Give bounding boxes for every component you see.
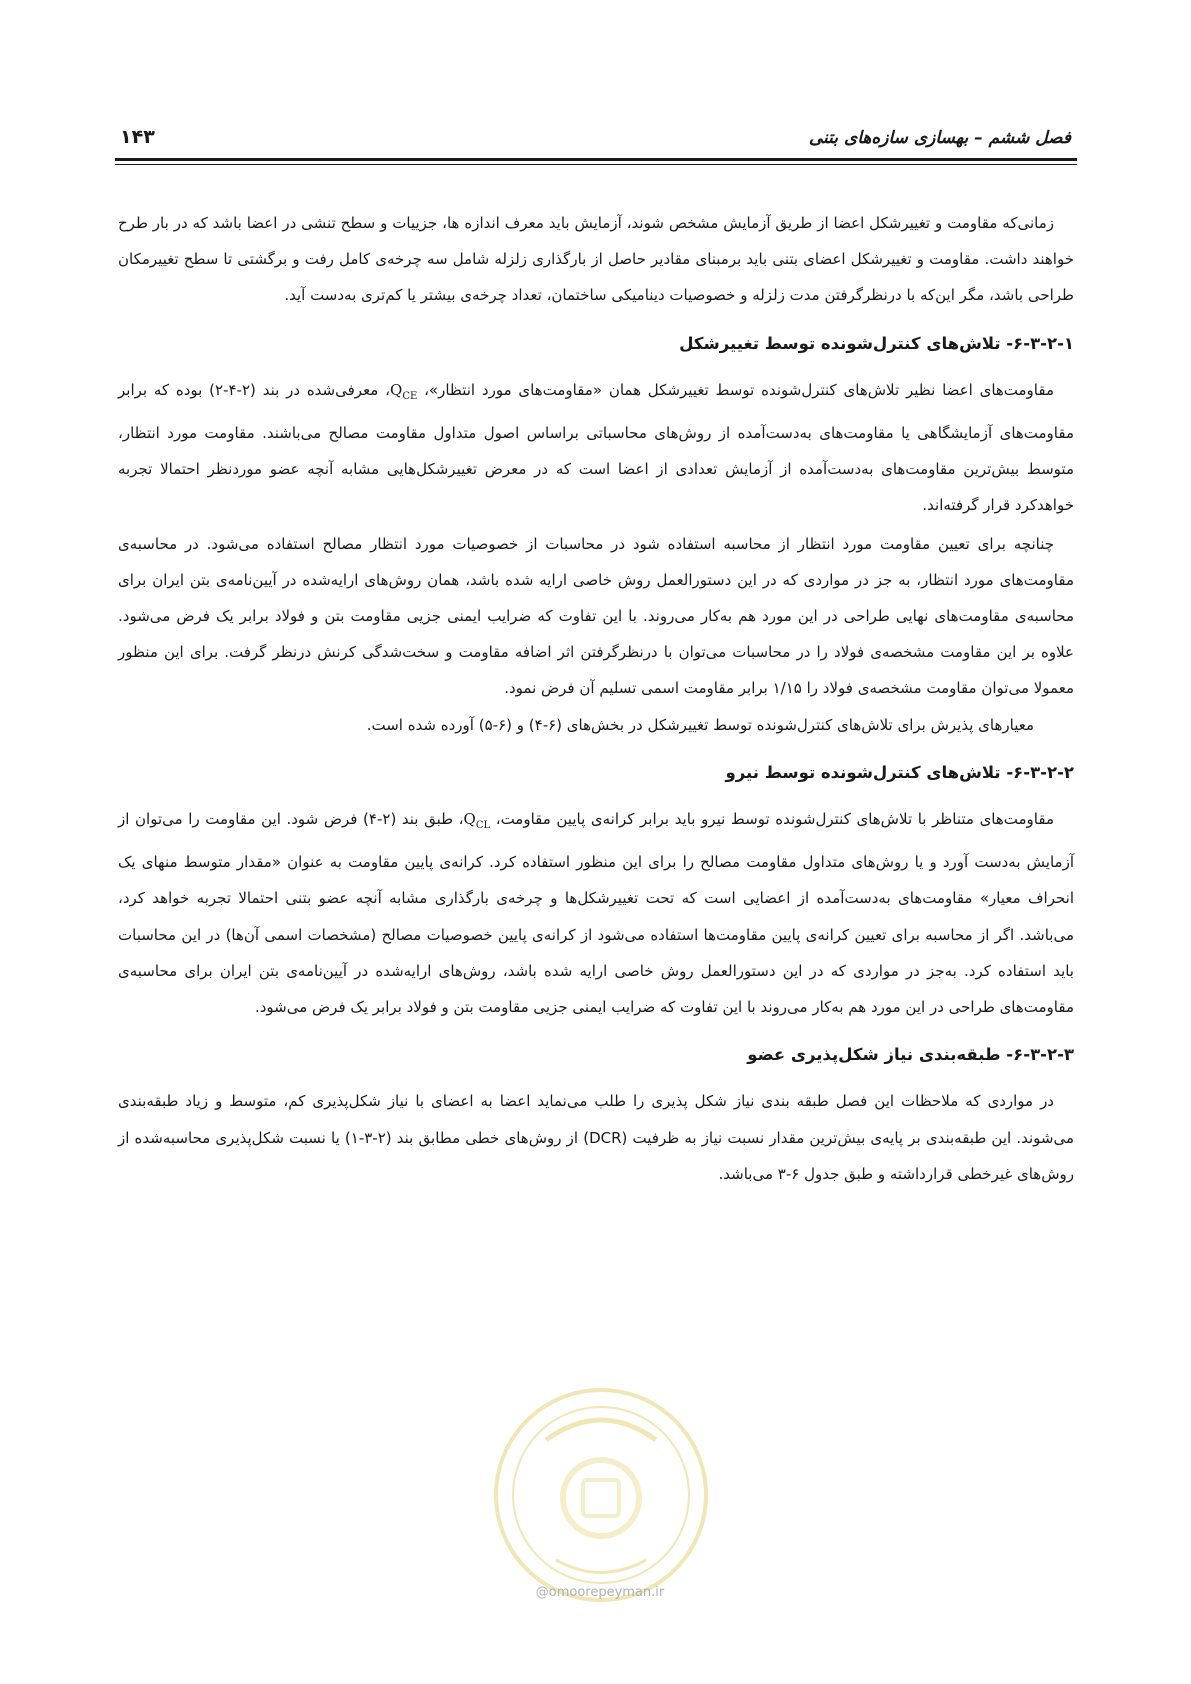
paragraph-calculation: چنانچه برای تعیین مقاومت مورد انتظار از محاسبه استفاده شود در محاسبات از خصوصیات مورد انتظار مصالح استفاده می‌شود. در محاسبه‌ی مقاومت‌های مورد انتظار، به جز در مواردی که در این دستورالعمل روش خاصی ارایه شده باشد، همان روش‌های ارایه‌شده در آیین‌نامه‌ی بتن ایران برای محاسبه‌ی مقاومت‌های نهایی طراحی در این مورد هم به‌کار می‌روند. با این تفاوت که ضرایب ایمنی جزیی مقاومت بتن و فولاد برابر یک فرض می‌شود. علاوه بر این مقاومت مشخصه‌ی فولاد را در محاسبات می‌توان با درنظرگرفتن اثر اضافه مقاومت و سخت‌شدگی کرنش درنظر گرفت. برای این منظور معمولا می‌توان مقاومت مشخصه‌ی فولاد را ۱/۱۵ برابر مقاومت اسمی تسلیم آن فرض نمود. [118,534,1074,698]
paragraph-text: ، طبق بند (۲-۴) فرض شود. این مقاومت را می‌توان از آزمایش به‌دست آورد و یا روش‌های متداول مقاومت مصالح را برای این منظور استفاده کرد. کرانه‌ی پایین مقاومت به عنوان «مقدار متوسط منهای یک انحراف معیار» مقاومت‌های به‌دست‌آمده از اعضایی است که تحت تغییرشکل‌ها و چرخه‌ی بارگذاری مشابه آنچه عضو بتنی احتمالا تجربه خواهد کرد، می‌باشد. اگر از محاسبه برای تعیین کرانه‌ی پایین مقاومت‌ها استفاده می‌شود از کرانه‌ی پایین خصوصیات مصالح (مشخصات اسمی آن‌ها) در این محاسبات باید استفاده کرد. به‌جز در مواردی که در این دستورالعمل روش خاصی ارایه شده باشد، روش‌های ارایه‌شده در آیین‌نامه‌ی بتن ایران برای محاسبه‌ی مقاومت‌های طراحی در این مورد هم به‌کار می‌روند با این تفاوت که ضرایب ایمنی جزیی مقاومت بتن و فولاد برابر یک فرض می‌شود. [118,810,1074,1017]
paragraph-expected-strength [118,372,1074,524]
paragraph-text: مقاومت‌های متناظر با تلاش‌های کنترل‌شونده توسط نیرو باید برابر کرانه‌ی پایین مقاومت، [490,810,1054,829]
paragraph-acceptance-criteria: معیارهای پذیرش برای تلاش‌های کنترل‌شونده توسط تغییرشکل در بخش‌های (۶-۴) و (۶-۵) آورده شده است. [366,715,1034,734]
chapter-title: فصل ششم – بهسازی سازه‌های بتنی [808,128,1071,148]
section-heading-deformation-controlled: ۶-۳-۲-۱- تلاش‌های کنترل‌شونده توسط تغییرشکل [679,333,1074,353]
symbol-q: Q [390,380,403,399]
section-heading-force-controlled: ۶-۳-۲-۲- تلاش‌های کنترل‌شونده توسط نیرو [725,762,1074,782]
page-number: ۱۴۳ [120,126,155,148]
paragraph-testing: زمانی‌که مقاومت و تغییرشکل اعضا از طریق آزمایش مشخص شوند، آزمایش باید معرف اندازه ها، جزییات و سطح تنشی در اعضا باشد که در بار طرح خواهند داشت. مقاومت و تغییرشکل اعضای بتنی باید برمبنای مقادیر حاصل از بارگذاری زلزله شامل سه چرخه‌ی کامل رفت و برگشتی تا سطح تغییرمکان طراحی باشد، مگر این‌که با درنظرگرفتن مدت زلزله و خصوصیات دینامیکی ساختمان، تعداد چرخه‌ی بیشتر یا کم‌تری به‌دست آید. [118,214,1074,305]
symbol-subscript: CE [402,390,418,402]
header-rule-thin [115,164,1077,165]
paragraph-ductility-classification: در مواردی که ملاحظات این فصل طبقه بندی نیاز شکل پذیری را طلب می‌نماید اعضا به اعضای با نیاز شکل‌پذیری کم، متوسط و زیاد طبقه‌بندی می‌شوند. این طبقه‌بندی بر پایه‌ی بیش‌ترین مقدار نسبت نیاز به ظرفیت (DCR) از روش‌های خطی مطابق بند (۲-۳-۱) یا نسبت شکل‌پذیری محاسبه‌شده از روش‌های غیرخطی قرارداشته و طبق جدول ۶-۳ می‌باشد. [118,1092,1074,1183]
paragraph-text: مقاومت‌های اعضا نظیر تلاش‌های کنترل‌شونده توسط تغییرشکل همان «مقاومت‌های مورد انتظار»، [417,380,1054,399]
symbol-q: Q [463,810,476,829]
paragraph-lower-bound-strength [118,801,1074,1025]
header-rule-thick [115,158,1077,161]
section-heading-ductility-demand: ۶-۳-۲-۳- طبقه‌بندی نیاز شکل‌پذیری عضو [747,1045,1074,1065]
paragraph-text: ، معرفی‌شده در بند (۲-۴-۲) بوده که برابر مقاومت‌های آزمایشگاهی یا مقاومت‌های به‌دست‌آمده از روش‌های محاسباتی براساس اصول متداول مقاومت مصالح می‌باشند. مقاومت مورد انتظار، متوسط بیش‌ترین مقاومت‌های به‌دست‌آمده از آزمایش تعدادی از اعضا است که در معرض تغییرشکل‌هایی مشابه آنچه عضو موردنظر احتمالا تجربه خواهدکرد قرار گرفته‌اند. [118,380,1074,515]
symbol-subscript: CL [475,820,491,832]
watermark-seal-icon [486,1380,716,1610]
body-content [118,205,1074,1192]
watermark-url: @omoorepeyman.ir [535,1585,665,1600]
